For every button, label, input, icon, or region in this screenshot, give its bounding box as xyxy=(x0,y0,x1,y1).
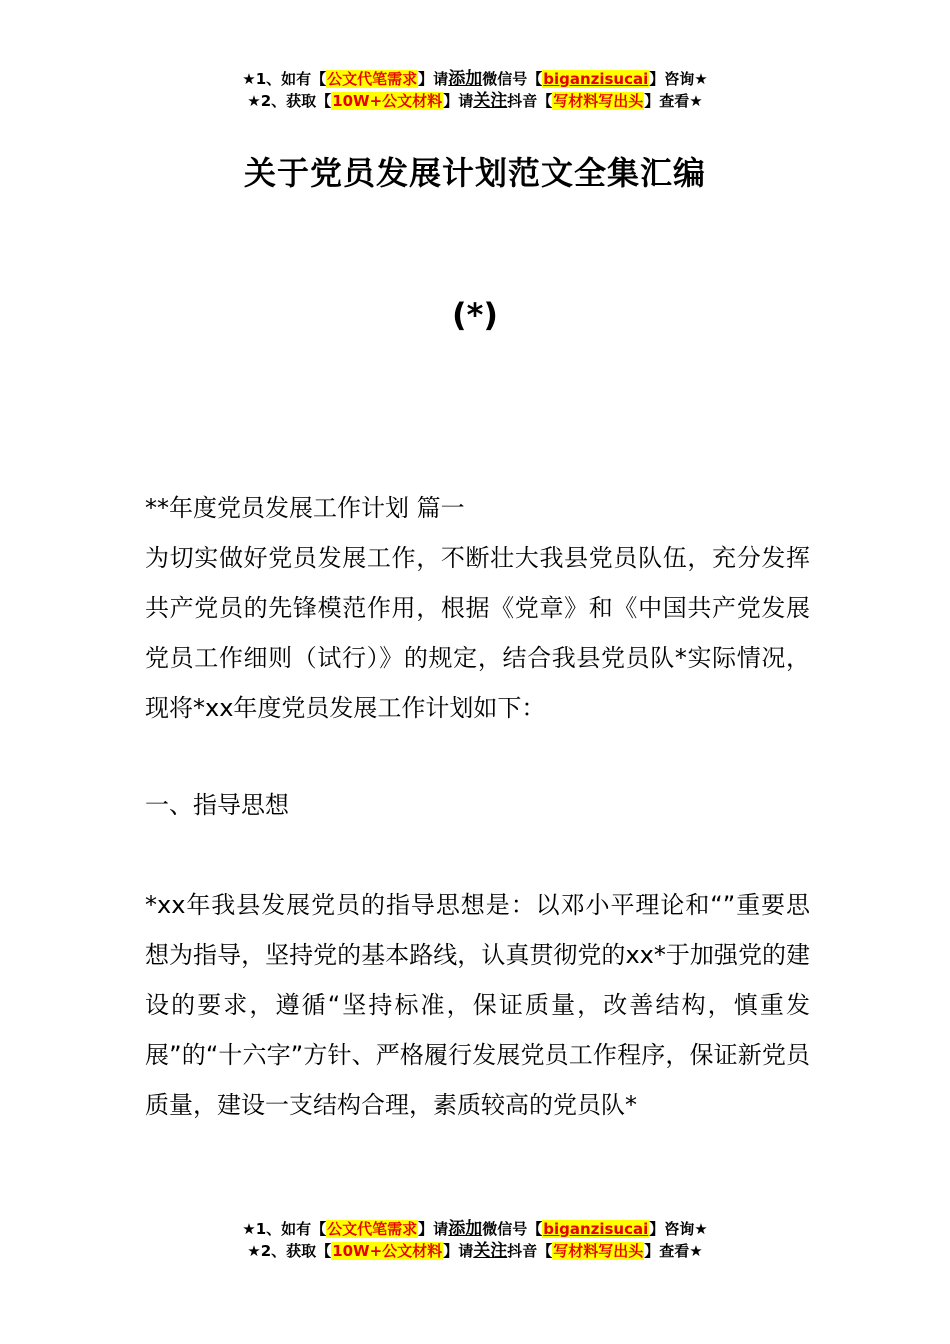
top-banner xyxy=(0,68,950,112)
banner-line-1 xyxy=(0,68,950,90)
banner-text: 微信号【 xyxy=(482,1220,543,1238)
banner-wechat-id[interactable]: biganzisucai xyxy=(543,1220,649,1238)
banner-text: 】请 xyxy=(443,1242,474,1260)
banner-wechat-id[interactable]: biganzisucai xyxy=(543,70,649,88)
bottom-banner xyxy=(0,1218,950,1262)
section-title-guiding-ideology: 一、指导思想 xyxy=(145,791,289,819)
banner-text: 微信号【 xyxy=(482,70,543,88)
banner-line-2 xyxy=(0,1240,950,1262)
banner-highlight-service: 公文代笔需求 xyxy=(327,1220,418,1238)
section-heading: **年度党员发展工作计划 篇一 xyxy=(145,494,465,522)
document-subtitle: (*) xyxy=(452,296,498,334)
banner-douyin-account: 写材料写出头 xyxy=(553,92,644,110)
banner-highlight-materials: 10W+公文材料 xyxy=(332,1242,443,1260)
intro-paragraph: 为切实做好党员发展工作，不断壮大我县党员队伍，充分发挥共产党员的先锋模范作用，根据《党章》和《中国共产党发展党员工作细则（试行）》的规定，结合我县党员队*实际情况，现将*xx年度党员发展工作计划如下： xyxy=(145,544,810,722)
banner-text: ★1、如有【 xyxy=(242,70,327,88)
banner-text: 】查看★ xyxy=(644,1242,703,1260)
banner-emphasis-follow: 关注 xyxy=(473,91,508,111)
banner-text: 】咨询★ xyxy=(649,1220,708,1238)
banner-text: 】咨询★ xyxy=(649,70,708,88)
banner-text: 】查看★ xyxy=(644,92,703,110)
banner-line-2 xyxy=(0,90,950,112)
banner-emphasis-add: 添加 xyxy=(448,1219,483,1239)
document-title: 关于党员发展计划范文全集汇编 xyxy=(243,154,706,192)
banner-text: 】请 xyxy=(418,1220,449,1238)
banner-highlight-materials: 10W+公文材料 xyxy=(332,92,443,110)
banner-text: 】请 xyxy=(443,92,474,110)
banner-emphasis-add: 添加 xyxy=(448,69,483,89)
banner-highlight-service: 公文代笔需求 xyxy=(327,70,418,88)
guiding-ideology-paragraph: *xx年我县发展党员的指导思想是：以邓小平理论和“”重要思想为指导，坚持党的基本路线，认真贯彻党的xx*于加强党的建设的要求，遵循“坚持标准，保证质量，改善结构，慎重发展”的“十六字”方针、严格履行发展党员工作程序，保证新党员质量，建设一支结构合理，素质较高的党员队* xyxy=(145,891,810,1119)
banner-text: 抖音【 xyxy=(507,92,553,110)
banner-text: ★2、获取【 xyxy=(247,1242,332,1260)
banner-text: ★1、如有【 xyxy=(242,1220,327,1238)
banner-emphasis-follow: 关注 xyxy=(473,1241,508,1261)
banner-douyin-account: 写材料写出头 xyxy=(553,1242,644,1260)
banner-text: ★2、获取【 xyxy=(247,92,332,110)
banner-line-1 xyxy=(0,1218,950,1240)
banner-text: 抖音【 xyxy=(507,1242,553,1260)
banner-text: 】请 xyxy=(418,70,449,88)
